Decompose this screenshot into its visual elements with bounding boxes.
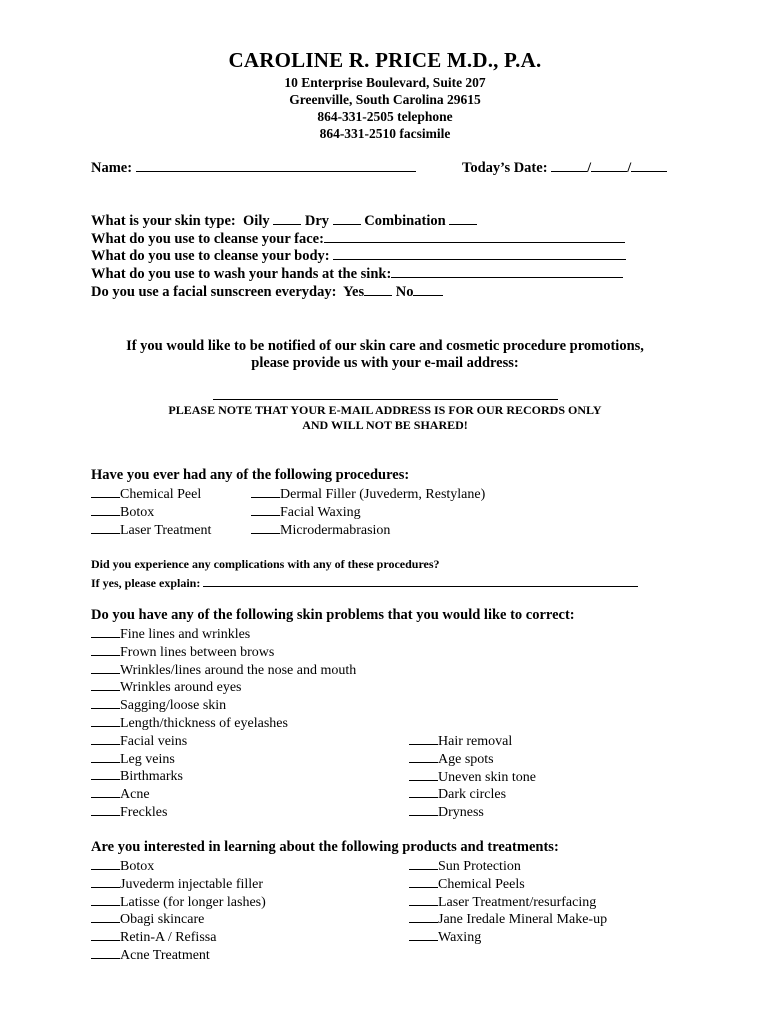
checklist-item	[91, 626, 250, 643]
checklist-item	[91, 662, 356, 679]
checklist-item	[91, 697, 226, 714]
checklist-item	[91, 768, 183, 785]
checklist-item	[409, 804, 484, 821]
hands-label: What do you use to wash your hands at the sink:	[91, 266, 392, 282]
checklist-blank[interactable]	[91, 858, 120, 870]
email-intro-1: If you would like to be notified of our skin care and cosmetic procedure promotions,	[126, 338, 644, 354]
checklist-item	[409, 858, 521, 875]
checklist-label: Botox	[120, 505, 155, 520]
sunscreen-row	[91, 283, 443, 301]
checklist-label: Acne	[120, 787, 150, 803]
combination-field[interactable]	[449, 212, 477, 225]
checklist-blank[interactable]	[251, 504, 280, 516]
checklist-label: Uneven skin tone	[438, 769, 536, 785]
checklist-blank[interactable]	[409, 858, 438, 870]
checklist-item	[251, 504, 361, 521]
complications-question: Did you experience any complications with any of these procedures?	[91, 557, 440, 571]
skin-type-row	[91, 212, 477, 230]
body-field[interactable]	[333, 247, 626, 260]
explain-field[interactable]	[203, 574, 638, 587]
checklist-label: Leg veins	[120, 751, 175, 767]
checklist-blank[interactable]	[91, 697, 120, 709]
name-middle: R.	[348, 48, 370, 72]
date-month-field[interactable]	[551, 159, 587, 172]
checklist-item	[91, 858, 154, 875]
checklist-item	[251, 486, 485, 503]
checklist-blank[interactable]	[91, 733, 120, 745]
checklist-label: Sagging/loose skin	[120, 698, 227, 714]
checklist-item	[409, 733, 512, 750]
checklist-label: Juvederm injectable filler	[120, 876, 264, 892]
checklist-item	[91, 947, 210, 964]
checklist-label: Laser Treatment/resurfacing	[438, 894, 597, 910]
checklist-label: Hair removal	[438, 734, 513, 749]
checklist-item	[91, 786, 150, 803]
checklist-item	[409, 769, 536, 786]
checklist-label: Acne Treatment	[120, 948, 210, 963]
checklist-blank[interactable]	[409, 804, 438, 816]
dry-field[interactable]	[333, 212, 361, 225]
checklist-blank[interactable]	[91, 911, 120, 923]
checklist-item	[409, 751, 494, 768]
email-note-1: PLEASE NOTE THAT YOUR E-MAIL ADDRESS IS FOR OUR RECORDS ONLY	[168, 403, 602, 417]
checklist-blank[interactable]	[409, 876, 438, 888]
checklist-item	[91, 929, 216, 946]
name-row	[91, 159, 416, 177]
face-label: What do you use to cleanse your face:	[91, 231, 324, 247]
checklist-item	[91, 876, 263, 893]
checklist-blank[interactable]	[409, 769, 438, 781]
checklist-label: Freckles	[120, 805, 168, 820]
hands-field[interactable]	[391, 265, 623, 278]
name-first: CAROLINE	[228, 48, 344, 72]
hands-row	[91, 265, 623, 283]
checklist-blank[interactable]	[91, 679, 120, 691]
checklist-blank[interactable]	[91, 644, 120, 656]
checklist-blank[interactable]	[91, 768, 120, 780]
checklist-label: Frown lines between brows	[120, 644, 275, 660]
checklist-label: Obagi skincare	[120, 912, 205, 928]
checklist-label: Facial Waxing	[280, 505, 361, 520]
checklist-label: Chemical Peels	[438, 876, 525, 892]
checklist-item	[91, 504, 154, 521]
date-day-field[interactable]	[591, 159, 627, 172]
checklist-item	[409, 911, 607, 928]
yes-label: Yes	[343, 284, 365, 300]
combination-label: Combination	[364, 213, 446, 229]
checklist-label: Microdermabrasion	[280, 523, 391, 538]
problems-heading: Do you have any of the following skin problems that you would like to correct:	[91, 607, 575, 623]
oily-field[interactable]	[273, 212, 301, 225]
checklist-blank[interactable]	[251, 522, 280, 534]
checklist-item	[91, 522, 211, 539]
oily-label: Oily	[243, 213, 270, 229]
checklist-blank[interactable]	[91, 504, 120, 516]
checklist-blank[interactable]	[409, 929, 438, 941]
checklist-item	[91, 486, 201, 503]
checklist-blank[interactable]	[91, 715, 120, 727]
checklist-item	[91, 911, 204, 928]
procedures-heading: Have you ever had any of the following procedures:	[91, 467, 410, 483]
checklist-label: Chemical Peel	[120, 487, 202, 502]
checklist-item	[91, 644, 274, 661]
email-intro-2: please provide us with your e-mail address:	[251, 355, 519, 371]
face-field[interactable]	[324, 230, 625, 243]
dry-label: Dry	[304, 213, 330, 229]
interests-heading: Are you interested in learning about the following products and treatments:	[91, 839, 559, 855]
checklist-item	[91, 894, 266, 911]
checklist-blank[interactable]	[409, 751, 438, 763]
checklist-blank[interactable]	[91, 804, 120, 816]
checklist-blank[interactable]	[91, 662, 120, 674]
city-line: Greenville, South Carolina 29615	[289, 92, 481, 107]
body-label: What do you use to cleanse your body:	[91, 248, 330, 264]
checklist-blank[interactable]	[91, 876, 120, 888]
checklist-label: Length/thickness of eyelashes	[120, 716, 288, 731]
checklist-label: Waxing	[438, 930, 482, 946]
checklist-label: Botox	[120, 859, 155, 874]
checklist-blank[interactable]	[91, 522, 120, 534]
date-year-field[interactable]	[631, 159, 667, 172]
checklist-blank[interactable]	[91, 626, 120, 638]
sunscreen-label: Do you use a facial sunscreen everyday:	[91, 284, 337, 300]
checklist-label: Retin-A / Refissa	[120, 930, 217, 946]
checklist-item	[91, 751, 175, 768]
checklist-label: Dermal Filler (Juvederm, Restylane)	[280, 487, 486, 502]
skin-type-label: What is your skin type:	[91, 213, 236, 229]
email-note-2: AND WILL NOT BE SHARED!	[302, 418, 468, 432]
checklist-label: Wrinkles/lines around the nose and mouth	[120, 662, 357, 678]
checklist-blank[interactable]	[91, 486, 120, 498]
body-row	[91, 247, 626, 265]
checklist-label: Facial veins	[120, 733, 188, 749]
checklist-label: Birthmarks	[120, 769, 183, 785]
checklist-blank[interactable]	[91, 751, 120, 763]
checklist-blank[interactable]	[409, 733, 438, 745]
checklist-blank[interactable]	[251, 486, 280, 498]
checklist-item	[91, 715, 288, 732]
checklist-blank[interactable]	[91, 894, 120, 906]
phone-line: 864-331-2505 telephone	[317, 109, 453, 124]
checklist-label: Jane Iredale Mineral Make-up	[438, 912, 608, 928]
checklist-blank[interactable]	[409, 911, 438, 923]
fax-line: 864-331-2510 facsimile	[319, 126, 451, 141]
date-row: Today’s Date: / /	[462, 159, 667, 177]
credentials: M.D., P.A.	[446, 48, 542, 72]
name-field[interactable]	[136, 159, 416, 172]
explain-label: If yes, please explain	[91, 576, 197, 590]
practice-name	[0, 48, 770, 73]
checklist-label: Dark circles	[438, 787, 507, 803]
checklist-label: Age spots	[438, 751, 494, 767]
checklist-item	[409, 894, 596, 911]
checklist-blank[interactable]	[91, 786, 120, 798]
checklist-label: Dryness	[438, 805, 484, 821]
checklist-blank[interactable]	[409, 786, 438, 798]
no-field[interactable]	[413, 283, 443, 296]
checklist-blank[interactable]	[91, 929, 120, 941]
no-label: No	[395, 284, 414, 300]
checklist-label: Laser Treatment	[120, 523, 212, 538]
checklist-label: Sun Protection	[438, 859, 521, 874]
email-field[interactable]	[213, 387, 558, 400]
checklist-label: Wrinkles around eyes	[120, 680, 242, 696]
name-label: Name:	[91, 160, 133, 176]
checklist-item	[409, 929, 481, 946]
checklist-label: Fine lines and wrinkles	[120, 627, 251, 642]
checklist-item	[91, 733, 187, 750]
checklist-item	[91, 679, 242, 696]
checklist-item	[91, 804, 167, 821]
checklist-blank[interactable]	[91, 947, 120, 959]
date-label: Today’s Date:	[462, 160, 548, 176]
address-line: 10 Enterprise Boulevard, Suite 207	[284, 75, 486, 90]
checklist-item	[409, 876, 525, 893]
checklist-item	[409, 786, 506, 803]
face-row	[91, 230, 625, 248]
name-last: PRICE	[375, 48, 442, 72]
explain-row: If yes, please explain:	[91, 574, 638, 591]
yes-field[interactable]	[364, 283, 392, 296]
checklist-item	[251, 522, 390, 539]
checklist-label: Latisse (for longer lashes)	[120, 894, 266, 910]
checklist-blank[interactable]	[409, 894, 438, 906]
